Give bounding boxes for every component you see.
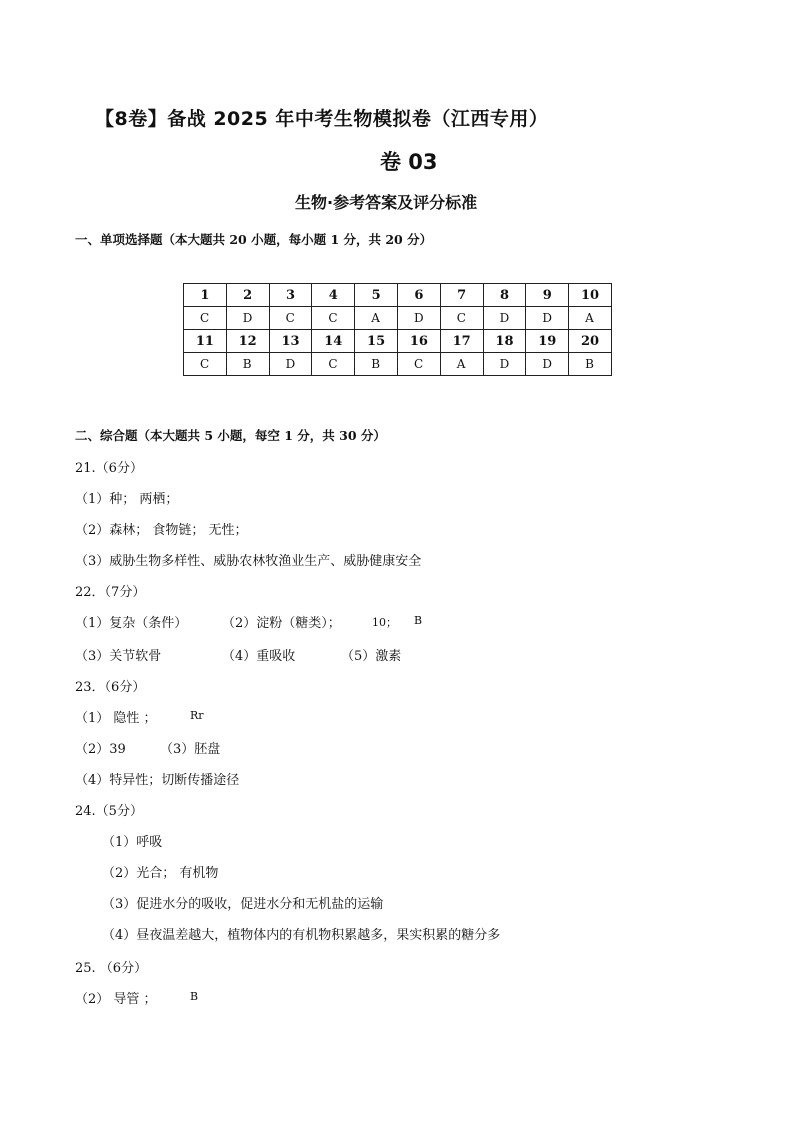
table-cell: 19 [526,330,569,353]
answer-table [183,283,612,376]
table-cell: 2 [226,284,269,307]
table-cell: D [226,307,269,330]
q22-label: 22．（7分） [75,585,146,600]
q25-answer-1b: B [190,990,199,1003]
q24-answer-4: （4）昼夜温差越大，植物体内的有机物积累越多，果实积累的糖分多 [102,928,501,943]
q24-label: 24.（5分） [75,804,143,819]
table-cell: C [440,307,483,330]
table-cell: 20 [569,330,612,353]
section2-heading: 二、综合题（本大题共 5 小题，每空 1 分，共 30 分） [75,428,386,443]
q23-answer-3: （4）特异性；切断传播途径 [75,773,240,788]
q22-answer-1b: （2）淀粉（糖类）； [222,616,341,631]
table-cell: C [269,307,312,330]
section1-heading: 一、单项选择题（本大题共 20 小题，每小题 1 分，共 20 分） [75,232,433,247]
q23-answer-2a: （2）39 [75,742,126,757]
table-cell: D [483,307,526,330]
q22-answer-1a: （1）复杂（条件） [75,616,188,631]
table-cell: 6 [397,284,440,307]
document-subtitle: 生物·参考答案及评分标准 [295,193,478,212]
table-cell: 12 [226,330,269,353]
table-cell: 14 [312,330,355,353]
table-cell: D [526,307,569,330]
table-cell: 17 [440,330,483,353]
table-cell: B [226,353,269,376]
q25-label: 25. （6分） [75,961,148,976]
table-cell: B [569,353,612,376]
table-cell: 3 [269,284,312,307]
table-cell: D [483,353,526,376]
q22-answer-1d: B [414,614,423,627]
table-row [184,307,612,330]
q22-answer-1c: 10； [372,616,397,629]
volume-label: 卷 03 [380,150,438,174]
table-cell: C [312,353,355,376]
table-cell: A [569,307,612,330]
table-cell: 11 [184,330,227,353]
q22-answer-2a: （3）关节软骨 [75,649,162,664]
table-cell: B [355,353,398,376]
table-cell: 4 [312,284,355,307]
table-cell: 5 [355,284,398,307]
q23-answer-1a: （1） 隐性 ； [75,711,157,726]
table-cell: 15 [355,330,398,353]
table-cell: A [355,307,398,330]
table-cell: 1 [184,284,227,307]
q25-answer-1a: （2） 导管 ； [75,992,157,1007]
document-title: 【8卷】备战 2025 年中考生物模拟卷（江西专用） [95,108,549,130]
table-cell: D [397,307,440,330]
table-row [184,353,612,376]
table-cell: 9 [526,284,569,307]
table-cell: 13 [269,330,312,353]
table-cell: C [184,353,227,376]
table-row [184,284,612,307]
table-cell: 18 [483,330,526,353]
table-cell: C [184,307,227,330]
q23-answer-2b: （3）胚盘 [160,742,221,757]
table-cell: 7 [440,284,483,307]
q23-answer-1b: Rr [190,709,204,722]
table-cell: A [440,353,483,376]
q24-answer-1: （1）呼吸 [102,835,163,850]
table-cell: C [397,353,440,376]
q21-answer-2: （2）森林； 食物链； 无性； [75,523,248,538]
q23-label: 23．（6分） [75,680,146,695]
q22-answer-2b: （4）重吸收 [222,649,296,664]
table-cell: 16 [397,330,440,353]
table-cell: 10 [569,284,612,307]
q21-label: 21.（6分） [75,461,143,476]
q24-answer-3: （3）促进水分的吸收，促进水分和无机盐的运输 [102,897,384,912]
table-cell: 8 [483,284,526,307]
table-cell: D [526,353,569,376]
table-row [184,330,612,353]
q22-answer-2c: （5）激素 [341,649,402,664]
q21-answer-1: （1）种； 两栖； [75,492,179,507]
table-cell: D [269,353,312,376]
q21-answer-3: （3）威胁生物多样性、威胁农林牧渔业生产、威胁健康安全 [75,554,422,569]
q24-answer-2: （2）光合； 有机物 [102,866,219,881]
table-cell: C [312,307,355,330]
